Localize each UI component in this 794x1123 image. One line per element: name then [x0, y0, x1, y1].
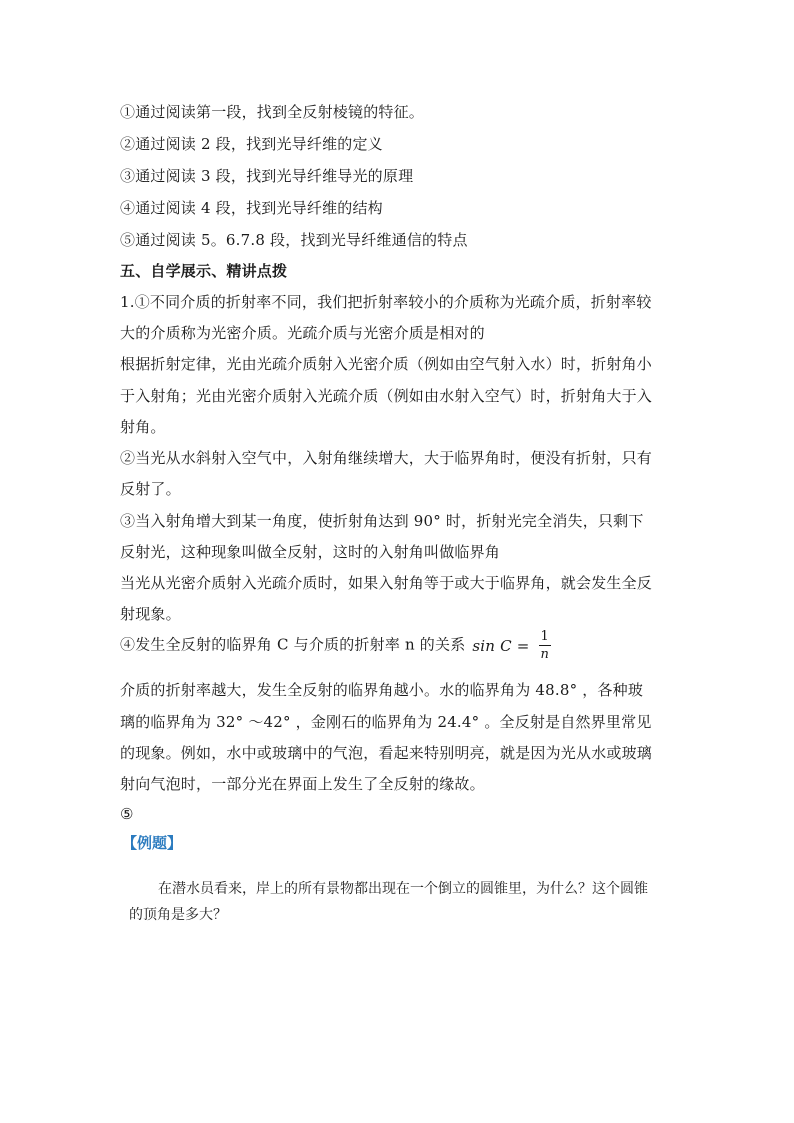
formula-fraction: [539, 630, 551, 661]
paragraph-line: 射现象。: [120, 605, 181, 623]
reading-step-3: ③通过阅读 3 段，找到光导纤维导光的原理: [120, 167, 414, 185]
fraction-denominator: n: [540, 647, 550, 662]
reading-step-4: ④通过阅读 4 段，找到光导纤维的结构: [120, 199, 383, 217]
example-question-line: 的顶角是多大？: [129, 907, 227, 923]
paragraph-line: 于入射角；光由光密介质射入光疏介质（例如由水射入空气）时，折射角大于入: [120, 387, 653, 405]
paragraph-line: 当光从光密介质射入光疏介质时，如果入射角等于或大于临界角，就会发生全反: [120, 574, 653, 592]
paragraph-line: 璃的临界角为 32° ～42° ，金刚石的临界角为 24.4° 。全反射是自然界里常见: [120, 713, 652, 731]
formula-sin-c: sin C =: [472, 636, 530, 655]
item-marker-5: ⑤: [120, 805, 134, 823]
reading-step-1: ①通过阅读第一段，找到全反射棱镜的特征。: [120, 103, 425, 121]
example-question-line: 在潜水员看来，岸上的所有景物都出现在一个倒立的圆锥里，为什么？这个圆锥: [158, 881, 648, 897]
paragraph-line: 介质的折射率越大，发生全反射的临界角越小。水的临界角为 48.8° ，各种玻: [120, 681, 644, 699]
section-heading: 五、自学展示、精讲点拨: [120, 262, 288, 280]
critical-angle-relation: [120, 630, 551, 661]
reading-step-2: ②通过阅读 2 段，找到光导纤维的定义: [120, 135, 383, 153]
paragraph-line: 反射光，这种现象叫做全反射，这时的入射角叫做临界角: [120, 543, 501, 561]
paragraph-line: 的现象。例如，水中或玻璃中的气泡，看起来特别明亮，就是因为光从水或玻璃: [120, 744, 653, 762]
paragraph-line: ②当光从水斜射入空气中，入射角继续增大，大于临界角时，便没有折射，只有: [120, 449, 653, 467]
paragraph-line: 反射了。: [120, 480, 181, 498]
paragraph-line: ③当入射角增大到某一角度，使折射角达到 90° 时，折射光完全消失，只剩下: [120, 512, 644, 530]
fraction-numerator: 1: [540, 629, 549, 644]
paragraph-line: 1.①不同介质的折射率不同，我们把折射率较小的介质称为光疏介质，折射率较: [120, 293, 652, 311]
relation-text: ④发生全反射的临界角 C 与介质的折射率 n 的关系: [120, 635, 466, 654]
reading-step-5: ⑤通过阅读 5。6.7.8 段，找到光导纤维通信的特点: [120, 231, 468, 249]
paragraph-line: 根据折射定律，光由光疏介质射入光密介质（例如由空气射入水）时，折射角小: [120, 355, 653, 373]
paragraph-line: 射向气泡时，一部分光在界面上发生了全反射的缘故。: [120, 775, 485, 793]
example-label: 【例题】: [122, 834, 183, 852]
paragraph-line: 大的介质称为光密介质。光疏介质与光密介质是相对的: [120, 324, 485, 342]
paragraph-line: 射角。: [120, 418, 166, 436]
